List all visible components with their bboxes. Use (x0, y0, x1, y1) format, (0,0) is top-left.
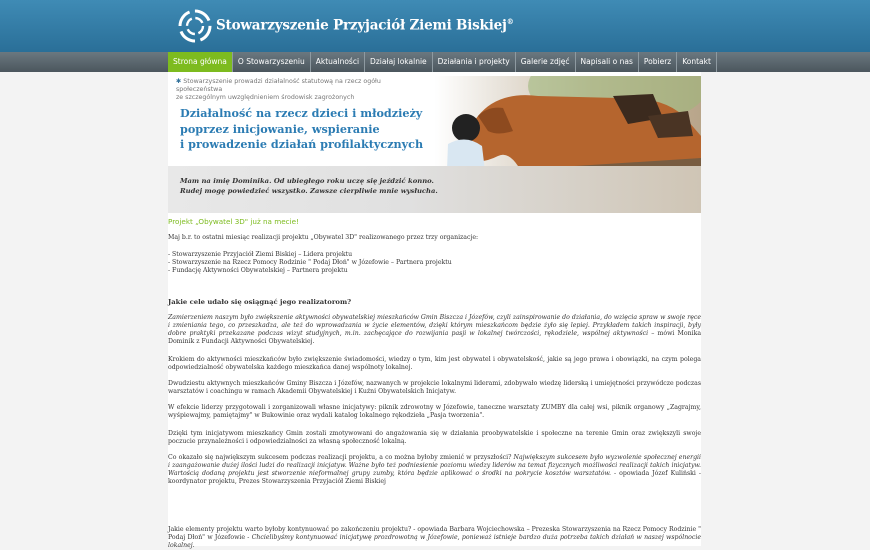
nav-gallery[interactable]: Galerie zdjęć (516, 52, 576, 72)
paragraph-6: Co okazało się największym sukcesem podczas realizacji projektu, a co można byłoby zmienić w przyszłości? Największym sukcesem było wyzwolenie społecznej energii i zaangażowanie dużej ilości ludzi do realizacji inicjatyw. Ważne było też podniesienie poziomu wiedzy liderów na temat fizycznych możliwości realizacji takich inicjatyw. Wartością dodaną projektu jest stworzenie nieformalnej grupy zumby, która będzie aplikować o środki na pokrycie kosztów warsztatów. - opowiada Józef Kuliński - koordynator projektu, Prezes Stowarzyszenia Przyjaciół Ziemi Biskiej (168, 454, 702, 486)
nav-news[interactable]: Aktualności (311, 52, 365, 72)
banner-tagline: ✱ Stowarzyszenie prowadzi działalność statutową na rzecz ogółu społeczeństwa ze szczególnym uwzględnieniem środowisk zagrożonych (176, 78, 381, 102)
nav-projects[interactable]: Działania i projekty (433, 52, 516, 72)
main-nav (168, 52, 717, 72)
star-icon: ✱ (176, 78, 184, 85)
nav-home[interactable]: Strona główna (168, 52, 233, 72)
paragraph-2: Krokiem do aktywności mieszkańców było zwiększenie świadomości, wiedzy o tym, kim jest obywatel i obywatelskość, jakie są jego prawa i obowiązki, na czym polega odpowiedzialność obywatelska każdego mieszkańca danej wspólnoty lokalnej. (168, 356, 701, 372)
site-header (0, 0, 870, 52)
paragraph-5: Dzięki tym inicjatywom mieszkańcy Gmin zostali zmotywowani do angażowania się w działania proobywatelskie i społeczne na terenie Gmin oraz zwiększyli swoje poczucie przynależności i odpowiedzialności za własną społeczność lokalną. (168, 430, 701, 446)
banner-headline: Działalność na rzecz dzieci i młodzieży poprzez inicjowanie, wspieranie i prowadzenie działań profilaktycznych (180, 106, 424, 151)
paragraph-4: W efekcie liderzy przygotowali i zorganizowali własne inicjatywy: piknik zdrowotny w Józefowie, taneczne warsztaty ZUMBY dla całej wsi, piknik organowy „Zagrajmy, wyśpiewajmy, pamiętajmy" w Bukowinie oraz wydali katalog lokalnego rękodzieła „Pasja tworzenia". (168, 404, 701, 420)
hero-banner (168, 76, 701, 213)
nav-press[interactable]: Napisali o nas (576, 52, 639, 72)
nav-contact[interactable]: Kontakt (677, 52, 717, 72)
list-item: - Fundację Aktywności Obywatelskiej – Partnera projektu (168, 267, 348, 275)
paragraph-3: Dwudziestu aktywnych mieszkańców Gminy Biszcza i Józefów, nazwanych w projekcie lokalnymi liderami, zdobywało wiedzę liderską i umiejętności przywódcze podczas warsztatów i coachingu w ramach Akademii Obywatelskiej i Kuźni Obywatelskich Inicjatyw. (168, 380, 701, 396)
site-title[interactable]: Stowarzyszenie Przyjaciół Ziemi Biskiej® (216, 17, 514, 34)
article-title[interactable]: Projekt „Obywatel 3D" już na mecie! (168, 217, 299, 226)
paragraph-1: Zamierzeniem naszym było zwiększenie aktywności obywatelskiej mieszkańców Gmin Biszcza i Józefów, czyli zainspirowanie do działania, do wzięcia spraw w swoje ręce i zmieniania tego, co przeszkadza, ale też do wprowadzania w życie elementów, dzięki którym mieszkańcom będzie żyło się lepiej. Przykładem takich inspiracji, były dobre praktyki przekazane podczas wizyt studyjnych, m.in. zachęcające do rozwijania pasji w lokalnej twórczości, rękodziele, wspólnej aktywności – mówi Monika Dominik z Fundacji Aktywności Obywatelskiej. (168, 314, 702, 346)
nav-act-local[interactable]: Działaj lokalnie (365, 52, 433, 72)
logo-icon[interactable] (178, 9, 212, 43)
nav-about[interactable]: O Stowarzyszeniu (233, 52, 311, 72)
list-item: - Stowarzyszenie na Rzecz Pomocy Rodzinie " Podaj Dłoń" w Józefowie – Partnera projektu (168, 259, 452, 267)
article-intro: Maj b.r. to ostatni miesiąc realizacji projektu „Obywatel 3D" realizowanego przez trzy organizacje: (168, 234, 479, 241)
banner-quote: Mam na imię Dominika. Od ubiegłego roku uczę się jeździć konno. Rudej mogę powiedzieć wszystko. Zawsze cierpliwie mnie wysłucha. (180, 177, 438, 195)
nav-downloads[interactable]: Pobierz (639, 52, 677, 72)
list-item: - Stowarzyszenie Przyjaciół Ziemi Biskiej – Lidera projektu (168, 251, 353, 258)
paragraph-7: Jakie elementy projektu warto byłoby kontynuować po zakończeniu projektu? - opowiada Barbara Wojciechowska – Prezeska Stowarzyszenia na Rzecz Pomocy Rodzinie " Podaj Dłoń" w Józefowie - Chcielibyśmy kontynuować inicjatywę prozdrowotną w Józefowie, ponieważ istnieje bardzo duża potrzeba takich działań w naszej wspólnocie lokalnej. (168, 526, 702, 550)
section-question: Jakie cele udało się osiągnąć jego realizatorom? (168, 298, 352, 306)
org-list (168, 251, 701, 275)
